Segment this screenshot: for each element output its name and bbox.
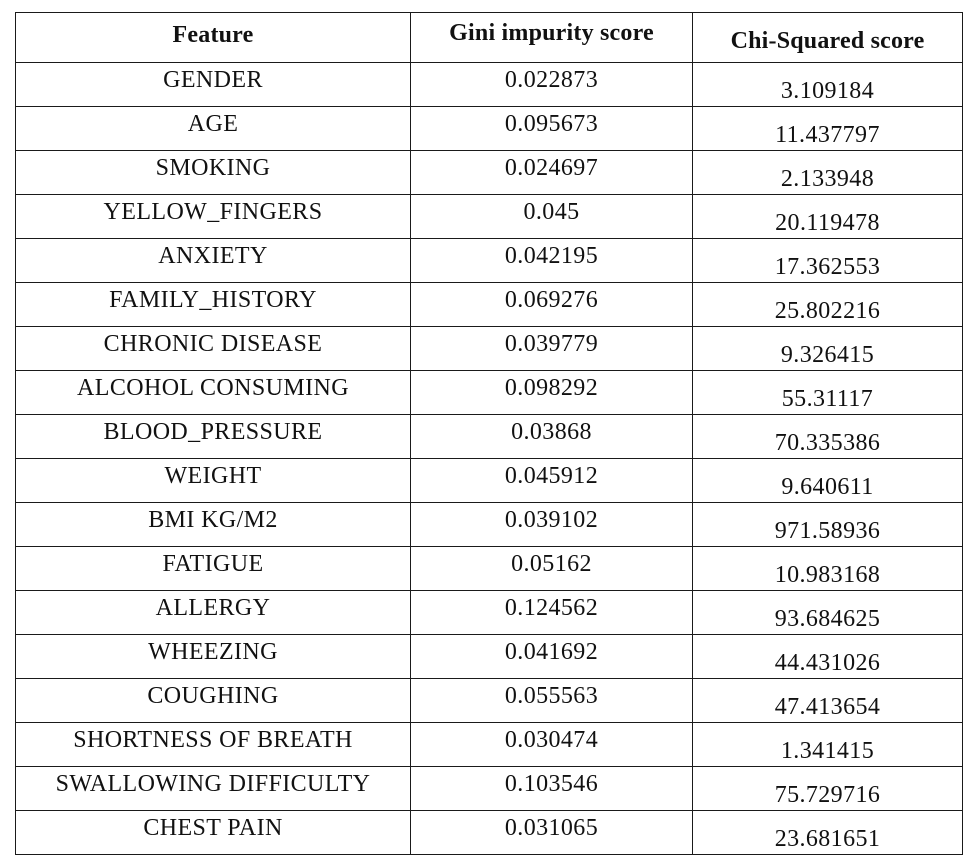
header-feature (16, 13, 411, 63)
gini-value: 0.03868 (511, 419, 592, 445)
feature-name: ANXIETY (158, 243, 268, 269)
gini-cell (411, 239, 693, 283)
gini-value: 0.045912 (504, 463, 599, 489)
gini-cell (411, 63, 693, 107)
chi-value: 971.58936 (774, 518, 881, 544)
gini-cell (411, 283, 693, 327)
header-gini (411, 13, 693, 63)
gini-cell (411, 415, 693, 459)
chi-cell (693, 547, 963, 591)
feature-name: ALLERGY (155, 595, 271, 621)
feature-cell (16, 591, 411, 635)
feature-cell (16, 547, 411, 591)
header-chi-label: Chi-Squared score (730, 28, 925, 54)
table-header (16, 13, 963, 63)
gini-value: 0.045 (523, 199, 580, 225)
feature-score-table-container (15, 12, 963, 855)
table-row (16, 679, 963, 723)
table-row (16, 503, 963, 547)
feature-cell (16, 723, 411, 767)
chi-value: 44.431026 (774, 650, 881, 676)
feature-name: CHEST PAIN (143, 815, 283, 841)
gini-value: 0.039102 (504, 507, 599, 533)
chi-cell (693, 195, 963, 239)
gini-cell (411, 327, 693, 371)
table-row (16, 327, 963, 371)
chi-value: 75.729716 (774, 782, 881, 808)
gini-value: 0.055563 (504, 683, 599, 709)
feature-cell (16, 63, 411, 107)
chi-value: 10.983168 (774, 562, 881, 588)
chi-value: 1.341415 (780, 738, 875, 764)
feature-cell (16, 503, 411, 547)
feature-name: COUGHING (147, 683, 279, 709)
table-row (16, 283, 963, 327)
table-row (16, 415, 963, 459)
feature-name: SHORTNESS OF BREATH (73, 727, 353, 753)
gini-value: 0.030474 (504, 727, 599, 753)
feature-cell (16, 635, 411, 679)
feature-cell (16, 107, 411, 151)
header-feature-label: Feature (172, 22, 254, 48)
chi-cell (693, 723, 963, 767)
chi-value: 25.802216 (774, 298, 881, 324)
chi-cell (693, 503, 963, 547)
feature-name: CHRONIC DISEASE (103, 331, 323, 357)
table-row (16, 811, 963, 855)
table-body (16, 63, 963, 855)
chi-cell (693, 239, 963, 283)
gini-cell (411, 679, 693, 723)
chi-value: 20.119478 (775, 210, 880, 236)
gini-value: 0.124562 (504, 595, 599, 621)
chi-cell (693, 635, 963, 679)
gini-cell (411, 371, 693, 415)
feature-name: YELLOW_FINGERS (103, 199, 323, 225)
feature-name: SMOKING (155, 155, 271, 181)
chi-value: 2.133948 (780, 166, 875, 192)
gini-value: 0.031065 (504, 815, 599, 841)
chi-cell (693, 327, 963, 371)
chi-value: 3.109184 (780, 78, 875, 104)
gini-cell (411, 811, 693, 855)
feature-cell (16, 283, 411, 327)
table-row (16, 723, 963, 767)
gini-value: 0.095673 (504, 111, 599, 137)
chi-cell (693, 107, 963, 151)
table-row (16, 547, 963, 591)
chi-cell (693, 415, 963, 459)
gini-value: 0.069276 (504, 287, 599, 313)
feature-name: ALCOHOL CONSUMING (77, 375, 349, 401)
chi-cell (693, 283, 963, 327)
feature-cell (16, 767, 411, 811)
gini-value: 0.041692 (504, 639, 599, 665)
table-row (16, 767, 963, 811)
gini-cell (411, 591, 693, 635)
gini-value: 0.05162 (511, 551, 592, 577)
chi-value: 23.681651 (774, 826, 881, 852)
feature-cell (16, 459, 411, 503)
feature-name: FATIGUE (162, 551, 264, 577)
chi-value: 93.684625 (774, 606, 881, 632)
feature-cell (16, 415, 411, 459)
gini-value: 0.042195 (504, 243, 599, 269)
feature-cell (16, 195, 411, 239)
chi-cell (693, 63, 963, 107)
gini-value: 0.103546 (504, 771, 599, 797)
chi-value: 17.362553 (774, 254, 881, 280)
gini-value: 0.024697 (504, 155, 599, 181)
feature-cell (16, 239, 411, 283)
gini-value: 0.022873 (504, 67, 599, 93)
chi-cell (693, 459, 963, 503)
chi-cell (693, 767, 963, 811)
gini-cell (411, 195, 693, 239)
chi-value: 9.640611 (781, 474, 874, 500)
feature-cell (16, 679, 411, 723)
chi-value: 11.437797 (775, 122, 880, 148)
table-row (16, 151, 963, 195)
header-gini-label: Gini impurity score (449, 20, 654, 46)
gini-cell (411, 723, 693, 767)
gini-cell (411, 503, 693, 547)
feature-name: WHEEZING (148, 639, 278, 665)
table-row (16, 107, 963, 151)
feature-cell (16, 327, 411, 371)
feature-name: WEIGHT (164, 463, 262, 489)
table-row (16, 635, 963, 679)
feature-score-table (15, 12, 963, 855)
gini-cell (411, 635, 693, 679)
table-row (16, 239, 963, 283)
feature-cell (16, 811, 411, 855)
header-chi (693, 13, 963, 63)
feature-name: FAMILY_HISTORY (109, 287, 317, 313)
gini-value: 0.098292 (504, 375, 599, 401)
gini-cell (411, 151, 693, 195)
gini-cell (411, 459, 693, 503)
feature-cell (16, 371, 411, 415)
table-row (16, 195, 963, 239)
header-row (16, 13, 963, 63)
gini-cell (411, 547, 693, 591)
chi-cell (693, 371, 963, 415)
chi-value: 47.413654 (774, 694, 881, 720)
table-row (16, 591, 963, 635)
feature-name: GENDER (163, 67, 263, 93)
chi-cell (693, 679, 963, 723)
feature-name: AGE (187, 111, 239, 137)
gini-value: 0.039779 (504, 331, 599, 357)
chi-value: 70.335386 (774, 430, 881, 456)
chi-cell (693, 151, 963, 195)
chi-cell (693, 591, 963, 635)
feature-name: BLOOD_PRESSURE (103, 419, 323, 445)
chi-cell (693, 811, 963, 855)
table-row (16, 371, 963, 415)
chi-value: 55.31117 (781, 386, 874, 412)
chi-value: 9.326415 (780, 342, 875, 368)
table-row (16, 63, 963, 107)
feature-cell (16, 151, 411, 195)
table-row (16, 459, 963, 503)
gini-cell (411, 767, 693, 811)
feature-name: BMI KG/M2 (148, 507, 278, 533)
gini-cell (411, 107, 693, 151)
feature-name: SWALLOWING DIFFICULTY (55, 771, 371, 797)
